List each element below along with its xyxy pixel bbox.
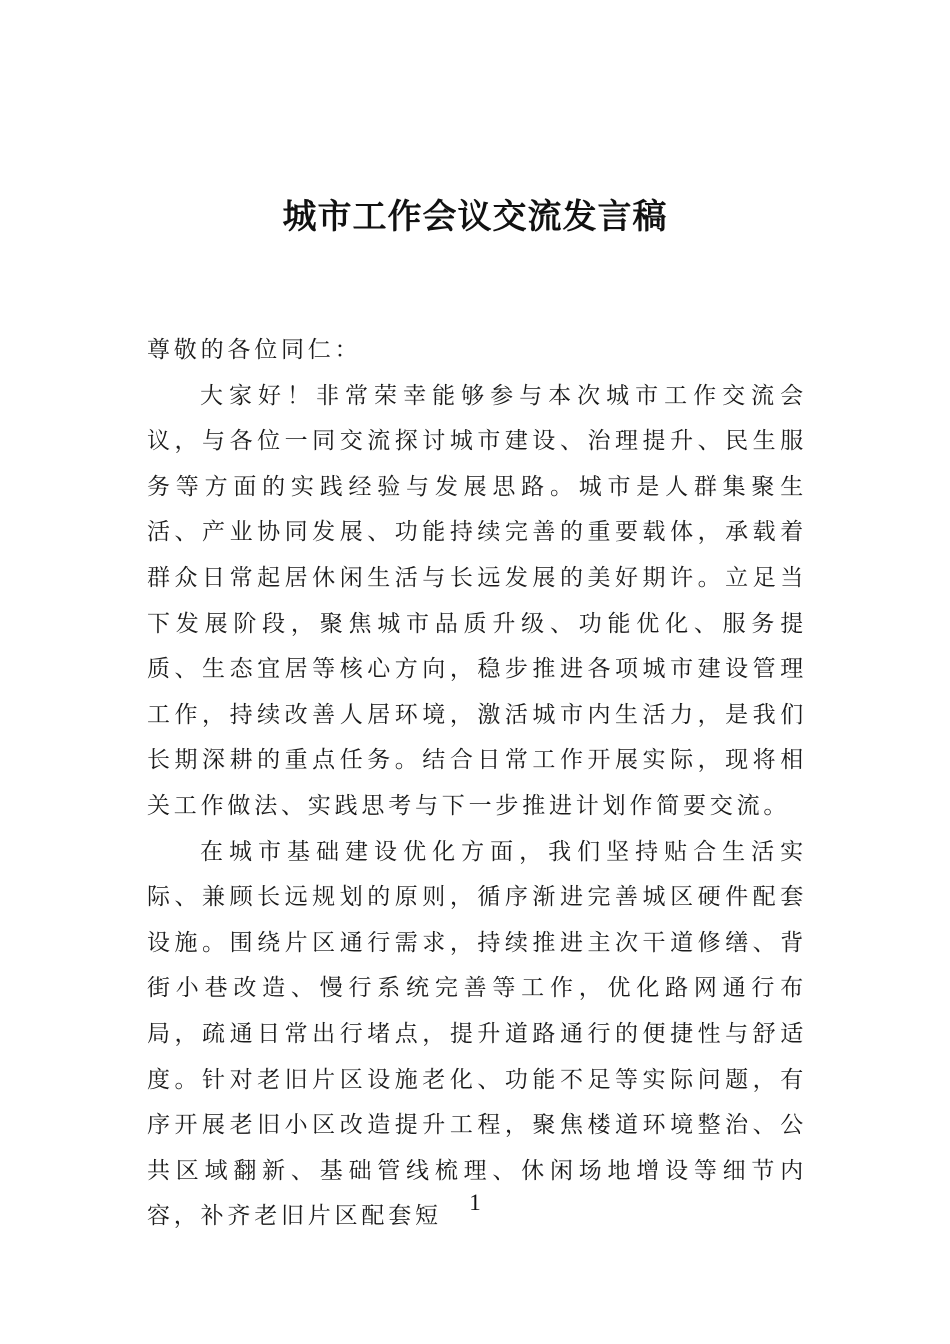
page-number: 1 [469,1190,481,1215]
salutation: 尊敬的各位同仁： [147,337,362,363]
document-body [147,328,807,1240]
paragraph-opening: 大家好！非常荣幸能够参与本次城市工作交流会议，与各位一同交流探讨城市建设、治理提升、民生服务等方面的实践经验与发展思路。城市是人群集聚生活、产业协同发展、功能持续完善的重要载体，承载着群众日常起居休闲生活与长远发展的美好期许。立足当下发展阶段，聚焦城市品质升级、功能优化、服务提质、生态宜居等核心方向，稳步推进各项城市建设管理工作，持续改善人居环境，激活城市内生活力，是我们长期深耕的重点任务。结合日常工作开展实际，现将相关工作做法、实践思考与下一步推进计划作简要交流。 [147,382,807,819]
paragraph-infrastructure: 在城市基础建设优化方面，我们坚持贴合生活实际、兼顾长远规划的原则，循序渐进完善城区硬件配套设施。围绕片区通行需求，持续推进主次干道修缮、背街小巷改造、慢行系统完善等工作，优化路网通行布局，疏通日常出行堵点，提升道路通行的便捷性与舒适度。针对老旧片区设施老化、功能不足等实际问题，有序开展老旧小区改造提升工程，聚焦楼道环境整治、公共区域翻新、基础管线梳理、休闲场地增设等细节内容，补齐老旧片区配套短 [147,838,807,1230]
document-title: 城市工作会议交流发言稿 [282,197,668,237]
